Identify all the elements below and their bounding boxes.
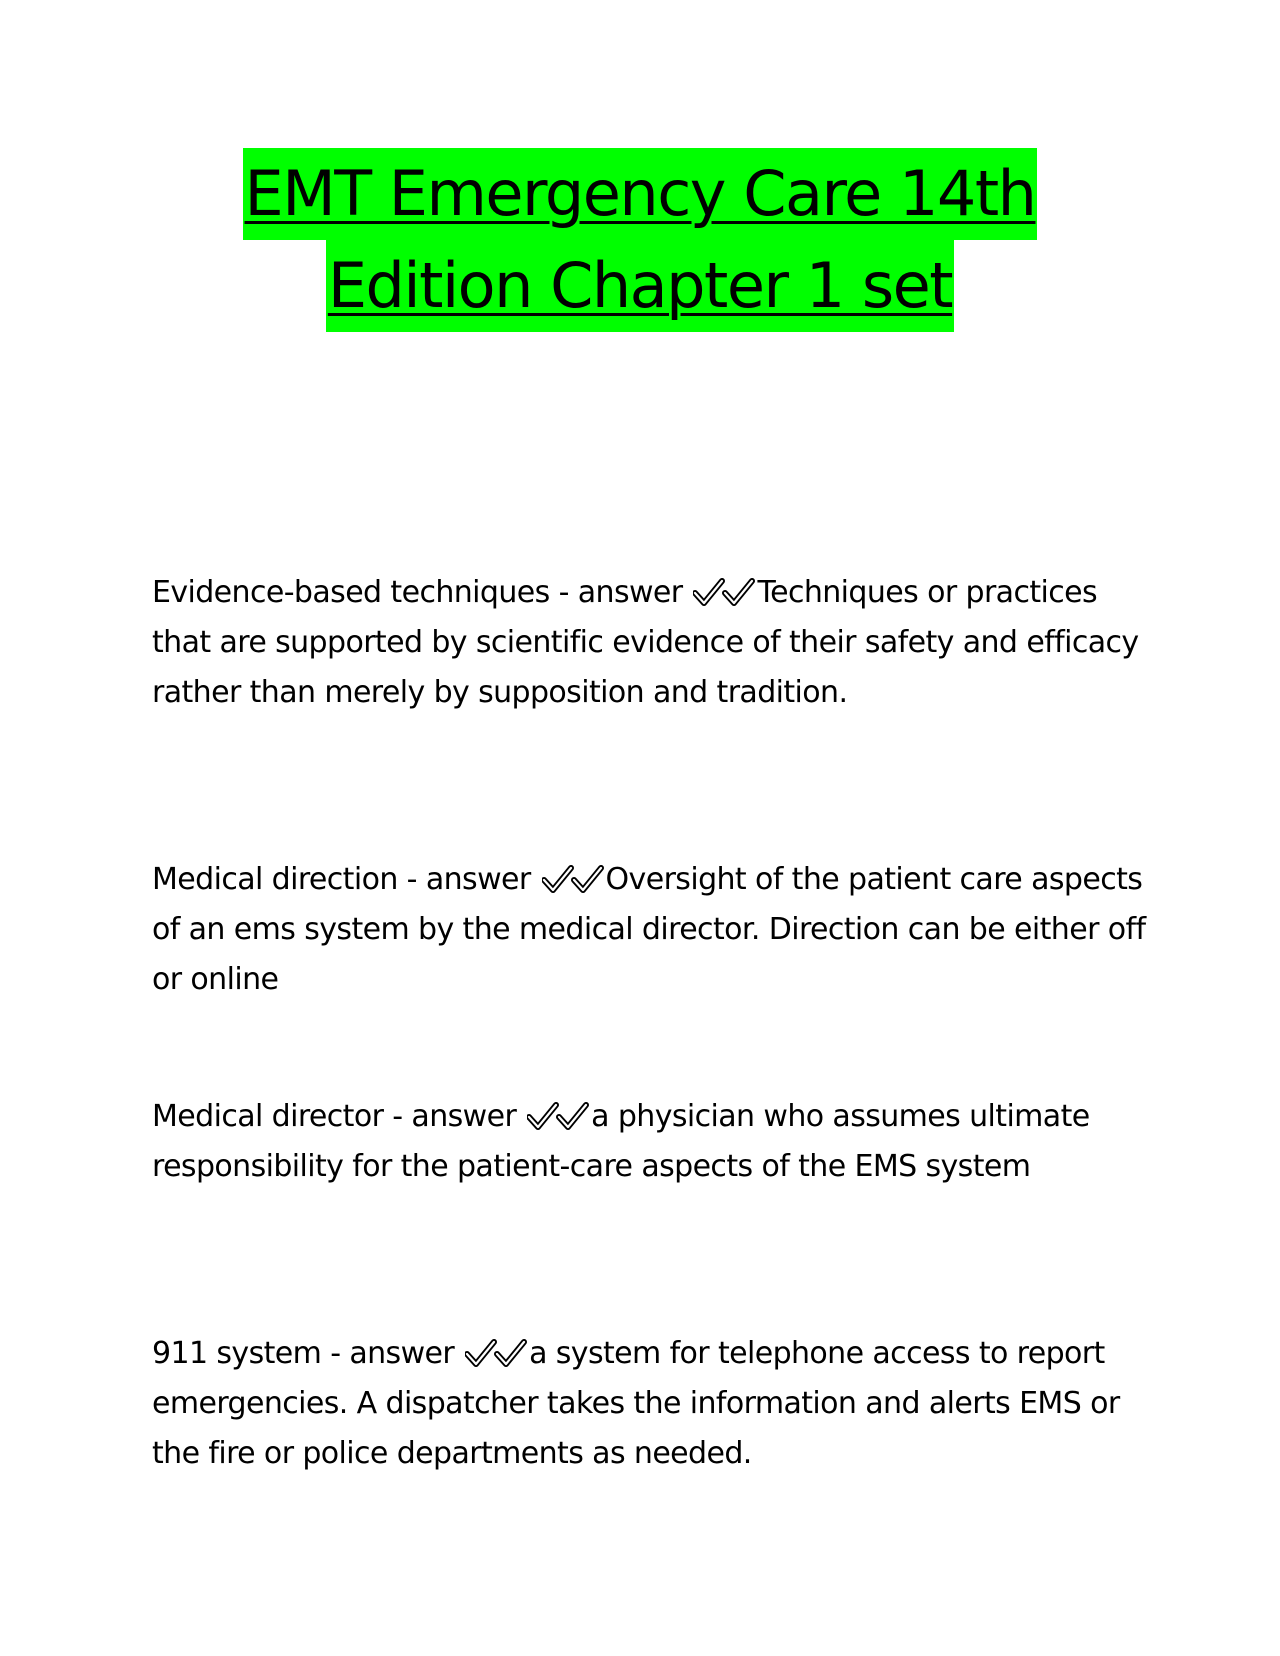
entry-definition: Techniques or practices that are supported by scientific evidence of their safety and efficacy rather than merely by supposition and tradition. (152, 575, 1139, 710)
flashcard-entry (152, 855, 1152, 1005)
entry-definition: Oversight of the patient care aspects of an ems system by the medical director. Direction can be either off or online (152, 862, 1146, 997)
entry-term: Evidence-based techniques (152, 575, 550, 610)
document-title (0, 148, 1280, 332)
entry-separator: - answer (549, 575, 692, 610)
entry-separator: - answer (397, 862, 540, 897)
double-check-icon (465, 1339, 527, 1369)
title-line-1: EMT Emergency Care 14th (243, 148, 1038, 240)
flashcard-entry (152, 1329, 1152, 1479)
entry-term: Medical director (152, 1099, 384, 1134)
entry-separator: - answer (321, 1336, 464, 1371)
entry-definition: a system for telephone access to report emergencies. A dispatcher takes the information and alerts EMS or the fire or police departments as needed. (152, 1336, 1120, 1471)
entry-term: 911 system (152, 1336, 322, 1371)
entry-term: Medical direction (152, 862, 398, 897)
double-check-icon (542, 865, 604, 895)
double-check-icon (527, 1102, 589, 1132)
entry-definition: a physician who assumes ultimate responsibility for the patient-care aspects of the EMS system (152, 1099, 1090, 1184)
title-line-2: Edition Chapter 1 set (326, 240, 954, 332)
entry-separator: - answer (383, 1099, 526, 1134)
flashcard-entry (152, 568, 1152, 718)
double-check-icon (693, 578, 755, 608)
flashcard-entry (152, 1092, 1152, 1192)
